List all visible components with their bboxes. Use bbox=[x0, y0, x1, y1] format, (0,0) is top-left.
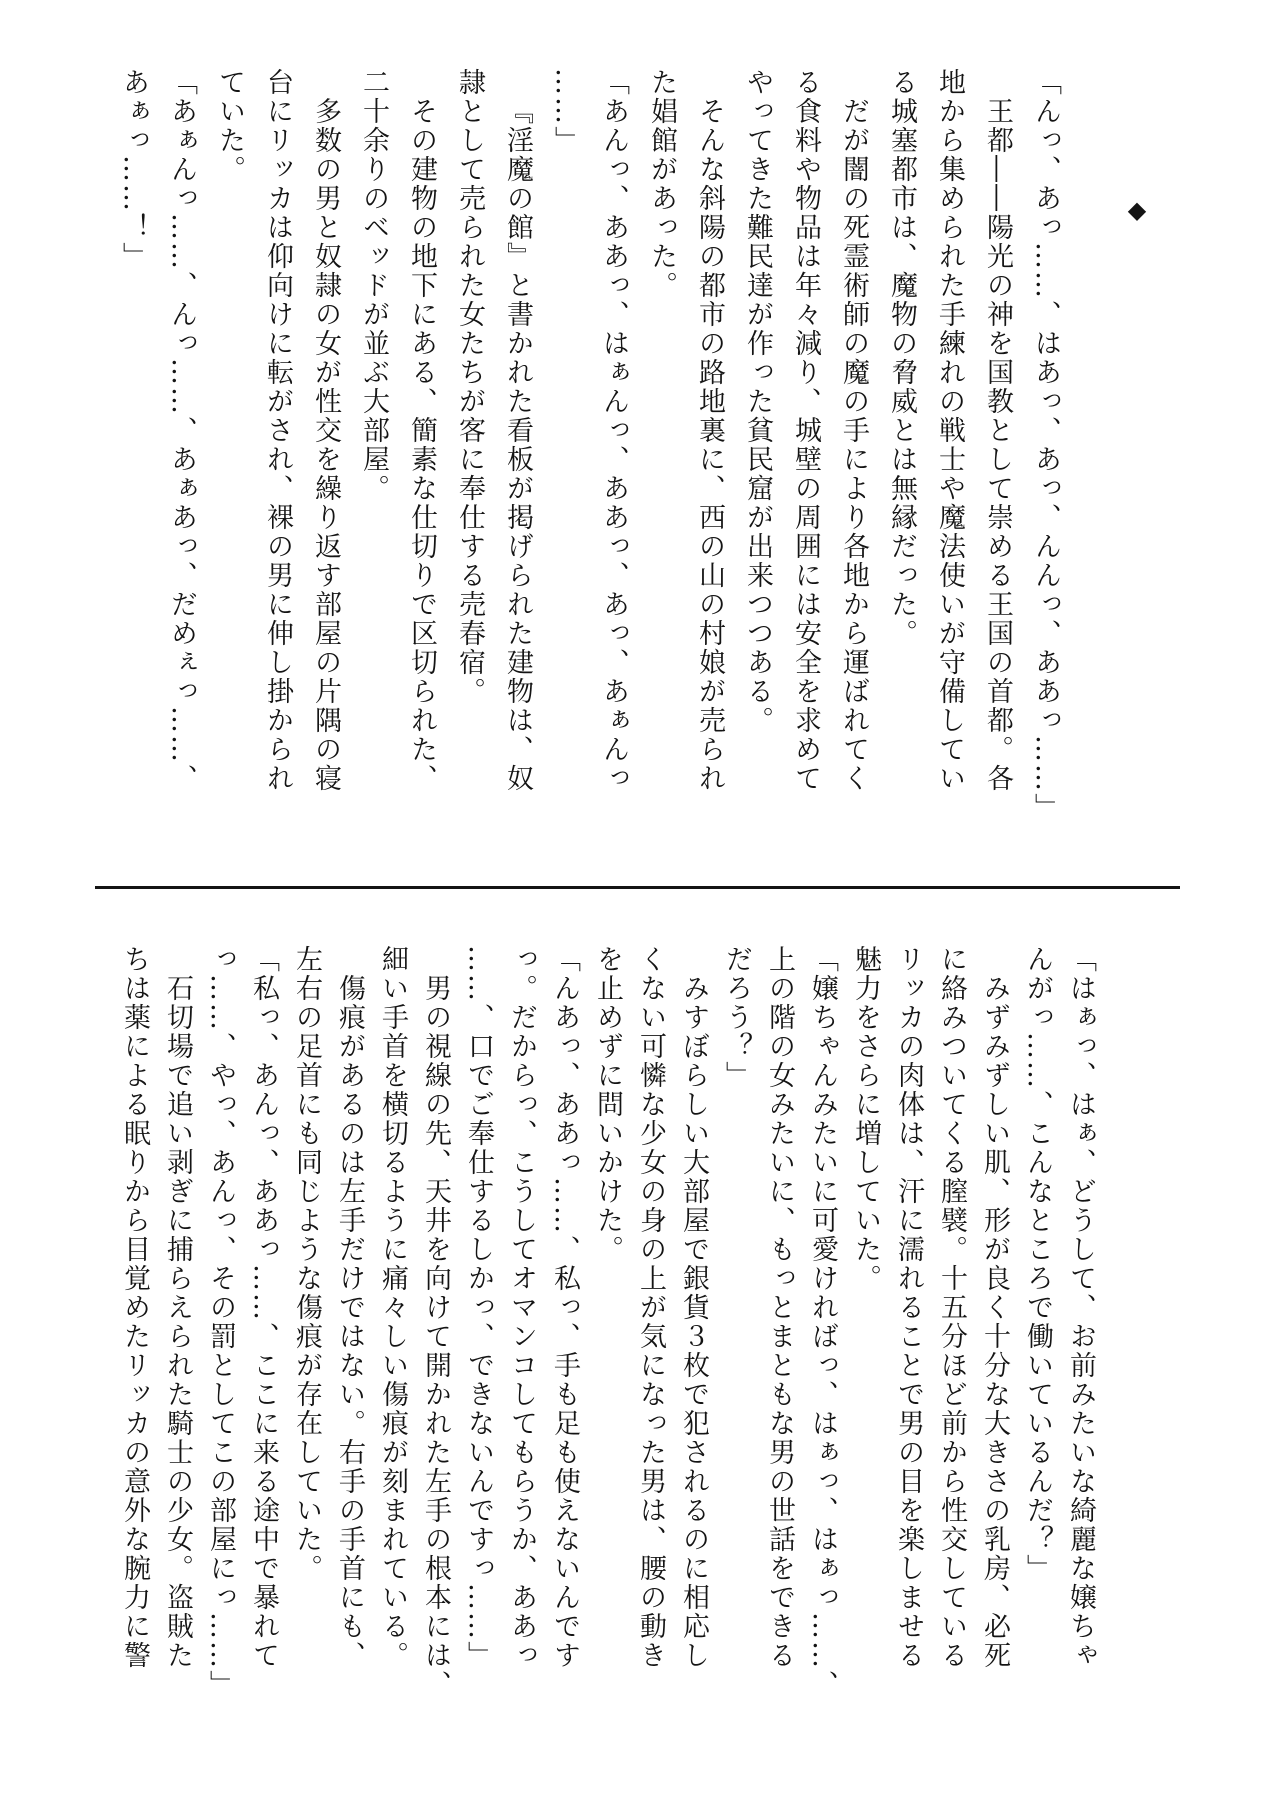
text-line: 多数の男と奴隷の女が性交を繰り返す部屋の片隅の寝 bbox=[310, 97, 341, 793]
text-line: あぁっ……！」 bbox=[118, 68, 149, 271]
text-line: 魅力をさらに増していた。 bbox=[850, 945, 881, 1293]
text-line: 石切場で追い剥ぎに捕らえられた騎士の少女。盗賊た bbox=[162, 974, 193, 1670]
text-line: ……」 bbox=[550, 68, 581, 155]
top-text-block bbox=[109, 68, 1161, 822]
text-line: 二十余りのベッドが並ぶ大部屋。 bbox=[358, 68, 389, 503]
text-line: リッカの肉体は、汗に濡れることで男の目を楽しませる bbox=[893, 945, 924, 1670]
text-line: みずみずしい肌、形が良く十分な大きさの乳房、必死 bbox=[979, 974, 1010, 1670]
text-line: その建物の地下にある、簡素な仕切りで区切られた、 bbox=[406, 97, 437, 793]
text-line: 「あんっ、ああっ、はぁんっ、ああっ、あっ、あぁんっ bbox=[598, 68, 629, 793]
text-line: た娼館があった。 bbox=[646, 68, 677, 300]
text-line: 地から集められた手練れの戦士や魔法使いが守備してい bbox=[934, 68, 965, 793]
text-line: ……、口でご奉仕するしかっ、できないんですっ……」 bbox=[463, 945, 494, 1670]
text-line: ていた。 bbox=[214, 68, 245, 184]
text-line: 「んっ、あっ……、はあっ、あっ、んんっ、ああっ……」 bbox=[1030, 68, 1061, 822]
text-line: 「んあっ、ああっ……、私っ、手も足も使えないんです bbox=[549, 945, 580, 1670]
text-line: 王都――陽光の神を国教として崇める王国の首都。各 bbox=[982, 97, 1013, 793]
text-line: やってきた難民達が作った貧民窟が出来つつある。 bbox=[742, 68, 773, 735]
section-divider bbox=[95, 886, 1180, 889]
text-line: 男の視線の先、天井を向けて開かれた左手の根本には、 bbox=[420, 974, 451, 1699]
text-line: ちは薬による眠りから目覚めたリッカの意外な腕力に警 bbox=[119, 945, 150, 1670]
text-line: だろう？」 bbox=[721, 945, 752, 1090]
text-line: 上の階の女みたいに、もっとまともな男の世話をできる bbox=[764, 945, 795, 1670]
text-line: る食料や物品は年々減り、城壁の周囲には安全を求めて bbox=[790, 68, 821, 793]
text-line: を止めずに問いかけた。 bbox=[592, 945, 623, 1264]
text-line: 『淫魔の館』と書かれた看板が掲げられた建物は、奴 bbox=[502, 97, 533, 793]
text-line: んがっ……、こんなところで働いているんだ？」 bbox=[1022, 945, 1053, 1583]
text-line: くない可憐な少女の身の上が気になった男は、腰の動き bbox=[635, 945, 666, 1670]
text-line: 「あぁんっ……、んっ……、あぁあっ、だめぇっ……、 bbox=[166, 68, 197, 793]
text-line: 隷として売られた女たちが客に奉仕する売春宿。 bbox=[454, 68, 485, 706]
text-line: に絡みついてくる膣襞。十五分ほど前から性交している bbox=[936, 945, 967, 1670]
bottom-text-block bbox=[113, 945, 1102, 1765]
text-line: っ。だからっ、こうしてオマンコしてもらうか、ああっ bbox=[506, 945, 537, 1670]
text-line: みすぼらしい大部屋で銀貨３枚で犯されるのに相応し bbox=[678, 974, 709, 1670]
text-line: そんな斜陽の都市の路地裏に、西の山の村娘が売られ bbox=[694, 97, 725, 793]
text-line: 傷痕があるのは左手だけではない。右手の手首にも、 bbox=[334, 974, 365, 1670]
text-line: 「はぁっ、はぁ、どうして、お前みたいな綺麗な嬢ちゃ bbox=[1065, 945, 1096, 1670]
text-line: だが闇の死霊術師の魔の手により各地から運ばれてく bbox=[838, 97, 869, 793]
text-line: 「私っ、あんっ、ああっ……、ここに来る途中で暴れて bbox=[248, 945, 279, 1670]
text-line: っ……、やっ、あんっ、その罰としてこの部屋にっ……」 bbox=[205, 945, 236, 1699]
text-line: 台にリッカは仰向けに転がされ、裸の男に伸し掛かられ bbox=[262, 68, 293, 793]
text-line: 細い手首を横切るように痛々しい傷痕が刻まれている。 bbox=[377, 945, 408, 1670]
text-line: 「嬢ちゃんみたいに可愛ければっ、はぁっ、はぁっ……、 bbox=[807, 945, 838, 1699]
text-line: 左右の足首にも同じような傷痕が存在していた。 bbox=[291, 945, 322, 1583]
section-break-mark: ◆ bbox=[1123, 196, 1151, 226]
text-line: る城塞都市は、魔物の脅威とは無縁だった。 bbox=[886, 68, 917, 648]
